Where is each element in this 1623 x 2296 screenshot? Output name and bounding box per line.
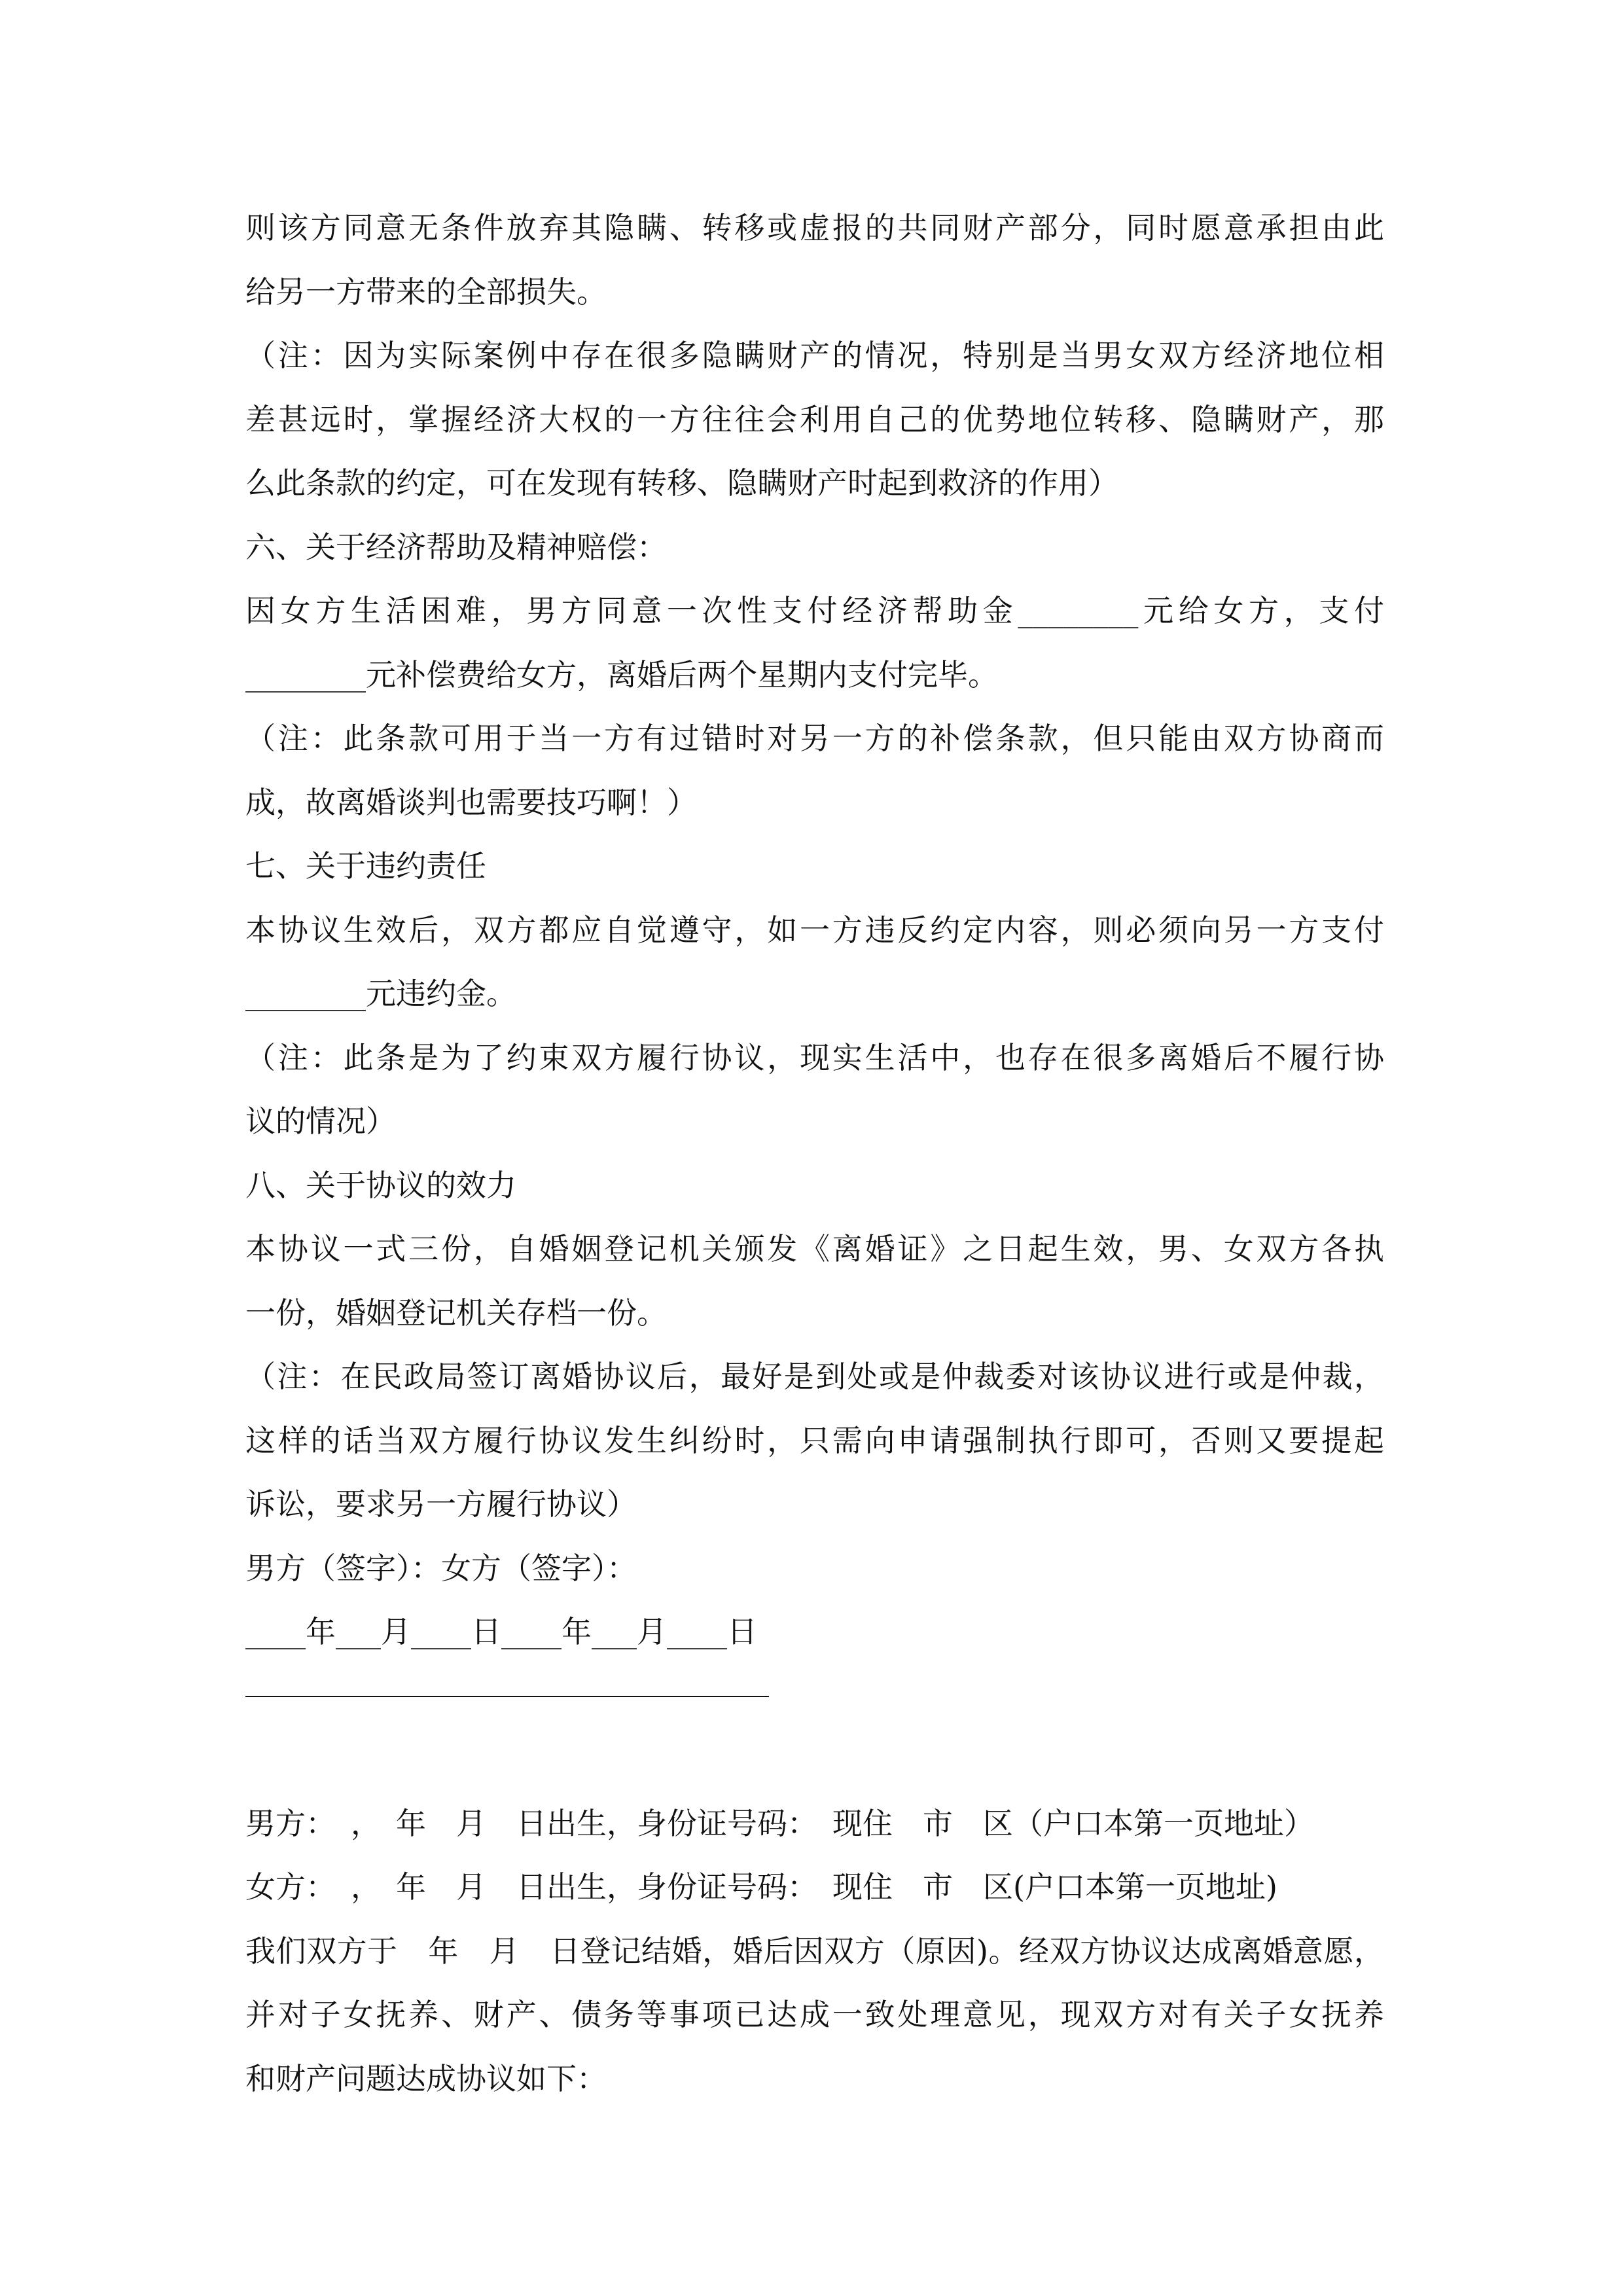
note-line: （注：在民政局签订离婚协议后，最好是到处或是仲裁委对该协议进行或是仲裁， [245,1359,1384,1394]
body-line: ________元违约金。 [245,976,516,1011]
divider-line [245,1664,1384,1729]
note-line: （注：此条是为了约束双方履行协议，现实生活中，也存在很多离婚后不履行协 [245,1039,1384,1075]
document-body [245,196,1384,2111]
note-line: （注：此条款可用于当一方有过错时对另一方的补偿条款，但只能由双方协商而 [245,721,1384,756]
body-line: 本协议一式三份，自婚姻登记机关颁发《离婚证》之日起生效，男、女双方各执 [245,1231,1384,1266]
male-party-info: 男方： ， 年 月 日出生，身份证号码： 现住 市 区（户口本第一页地址） [245,1805,1314,1841]
section-heading-8: 八、关于协议的效力 [245,1167,516,1203]
signature-labels: 男方（签字）：女方（签字）： [245,1550,637,1586]
note-line: 这样的话当双方履行协议发生纠纷时，只需向申请强制执行即可，否则又要提起 [245,1422,1384,1458]
signature-dates: ____年___月____日____年___月____日 [245,1614,757,1649]
note-line: （注：因为实际案例中存在很多隐瞒财产的情况，特别是当男女双方经济地位相 [245,338,1384,373]
body-line: 则该方同意无条件放弃其隐瞒、转移或虚报的共同财产部分，同时愿意承担由此 [245,210,1384,245]
body-line: 因女方生活困难，男方同意一次性支付经济帮助金________元给女方，支付 [245,593,1384,628]
section-heading-7: 七、关于违约责任 [245,848,486,884]
female-party-info: 女方： ， 年 月 日出生，身份证号码： 现住 市 区(户口本第一页地址) [245,1869,1277,1905]
body-line: 一份，婚姻登记机关存档一份。 [245,1295,667,1331]
horizontal-rule [245,1696,769,1697]
note-line: 么此条款的约定，可在发现有转移、隐瞒财产时起到救济的作用） [245,465,1118,501]
body-line: 给另一方带来的全部损失。 [245,274,607,310]
body-line: 并对子女抚养、财产、债务等事项已达成一致处理意见，现双方对有关子女抚养 [245,1997,1384,2032]
note-line: 议的情况） [245,1103,396,1139]
body-line: 本协议生效后，双方都应自觉遵守，如一方违反约定内容，则必须向另一方支付 [245,912,1384,948]
section-heading-6: 六、关于经济帮助及精神赔偿： [245,529,667,565]
body-line: ________元补偿费给女方，离婚后两个星期内支付完毕。 [245,656,998,692]
body-line: 和财产问题达成协议如下： [245,2060,607,2096]
note-line: 诉讼，要求另一方履行协议） [245,1486,637,1522]
blank-spacer [245,1728,1384,1792]
note-line: 成，故离婚谈判也需要技巧啊！） [245,784,697,820]
note-line: 差甚远时，掌握经济大权的一方往往会利用自己的优势地位转移、隐瞒财产，那 [245,401,1384,437]
body-line: 我们双方于 年 月 日登记结婚，婚后因双方（原因)。经双方协议达成离婚意愿， [245,1933,1384,1969]
